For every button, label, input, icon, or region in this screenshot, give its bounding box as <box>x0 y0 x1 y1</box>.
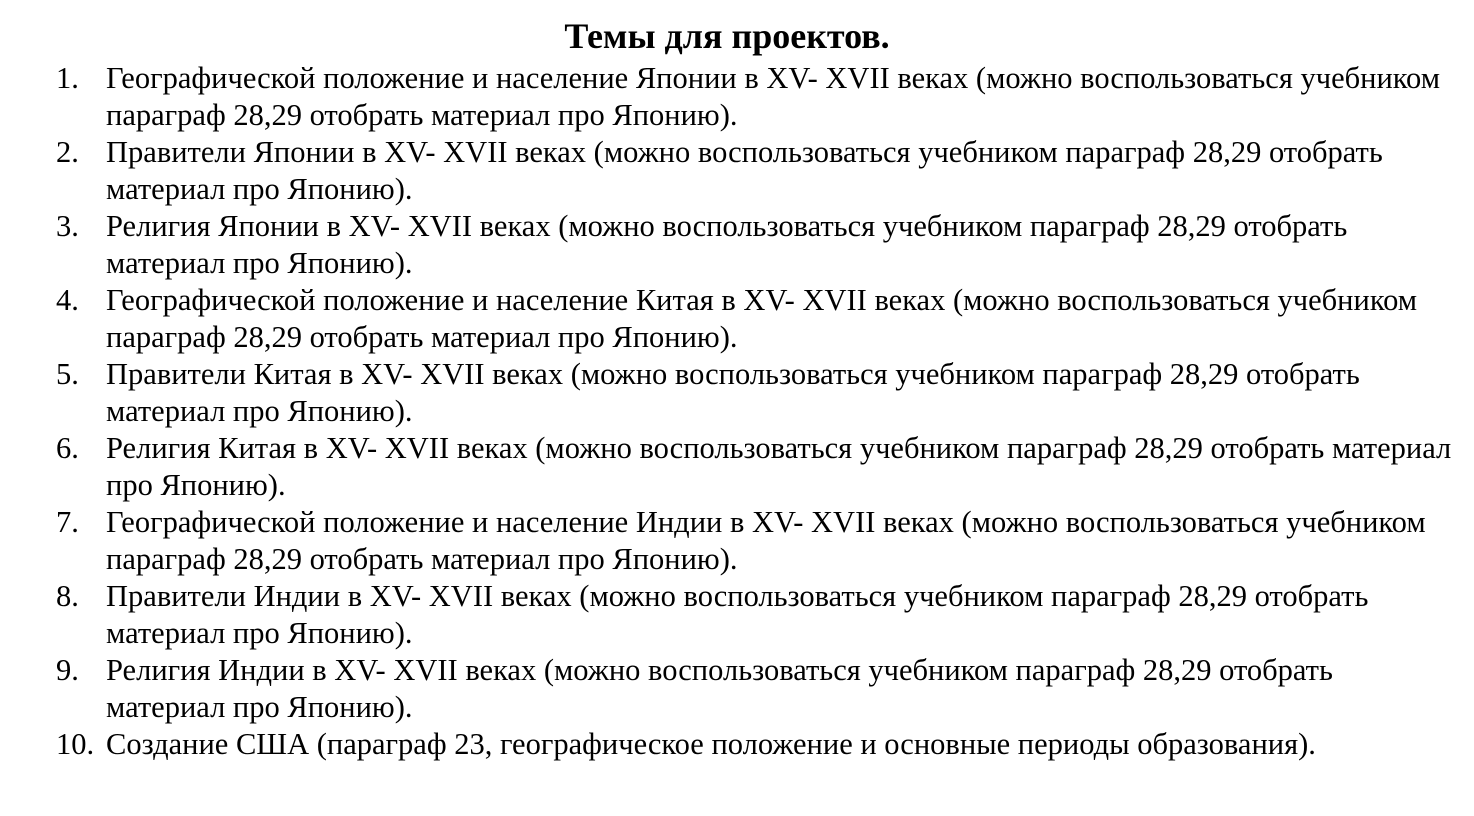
topic-item <box>0 578 1474 652</box>
topic-item <box>0 504 1474 578</box>
topic-item <box>0 282 1474 356</box>
topic-number: 2. <box>56 135 79 169</box>
topic-number: 9. <box>56 653 79 687</box>
topic-item <box>0 356 1474 430</box>
topic-number: 4. <box>56 283 79 317</box>
topic-number: 8. <box>56 579 79 613</box>
topic-text: Правители Индии в XV- XVII веках (можно воспользоваться учебником параграф 28,29 отобрать материал про Японию). <box>106 579 1369 650</box>
topic-number: 10. <box>56 727 95 761</box>
topic-text: Религия Индии в XV- XVII веках (можно воспользоваться учебником параграф 28,29 отобрать материал про Японию). <box>106 653 1333 724</box>
topic-text: Географической положение и население Индии в XV- XVII веках (можно воспользоваться учебником параграф 28,29 отобрать материал про Японию). <box>106 505 1426 576</box>
topics-list <box>0 60 1474 763</box>
topic-text: Создание США (параграф 23, географическое положение и основные периоды образования). <box>106 727 1316 761</box>
topic-item <box>0 430 1474 504</box>
topic-text: Географической положение и население Китая в XV- XVII веках (можно воспользоваться учебником параграф 28,29 отобрать материал про Японию). <box>106 283 1418 354</box>
topic-text: Религия Китая в XV- XVII веках (можно воспользоваться учебником параграф 28,29 отобрать материал про Японию). <box>106 431 1452 502</box>
page-title: Темы для проектов. <box>564 16 890 56</box>
topic-item <box>0 652 1474 726</box>
topic-text: Правители Китая в XV- XVII веках (можно воспользоваться учебником параграф 28,29 отобрать материал про Японию). <box>106 357 1360 428</box>
topic-number: 5. <box>56 357 79 391</box>
topic-text: Правители Японии в XV- XVII веках (можно воспользоваться учебником параграф 28,29 отобрать материал про Японию). <box>106 135 1383 206</box>
topic-item <box>0 60 1474 134</box>
topic-text: Религия Японии в XV- XVII веках (можно воспользоваться учебником параграф 28,29 отобрать материал про Японию). <box>106 209 1348 280</box>
topic-number: 3. <box>56 209 79 243</box>
topic-number: 1. <box>56 61 79 95</box>
topic-number: 6. <box>56 431 79 465</box>
topic-item <box>0 208 1474 282</box>
topic-text: Географической положение и население Японии в XV- XVII веках (можно воспользоваться учебником параграф 28,29 отобрать материал про Японию). <box>106 61 1441 132</box>
topic-item <box>0 726 1474 763</box>
topic-number: 7. <box>56 505 79 539</box>
topic-item <box>0 134 1474 208</box>
